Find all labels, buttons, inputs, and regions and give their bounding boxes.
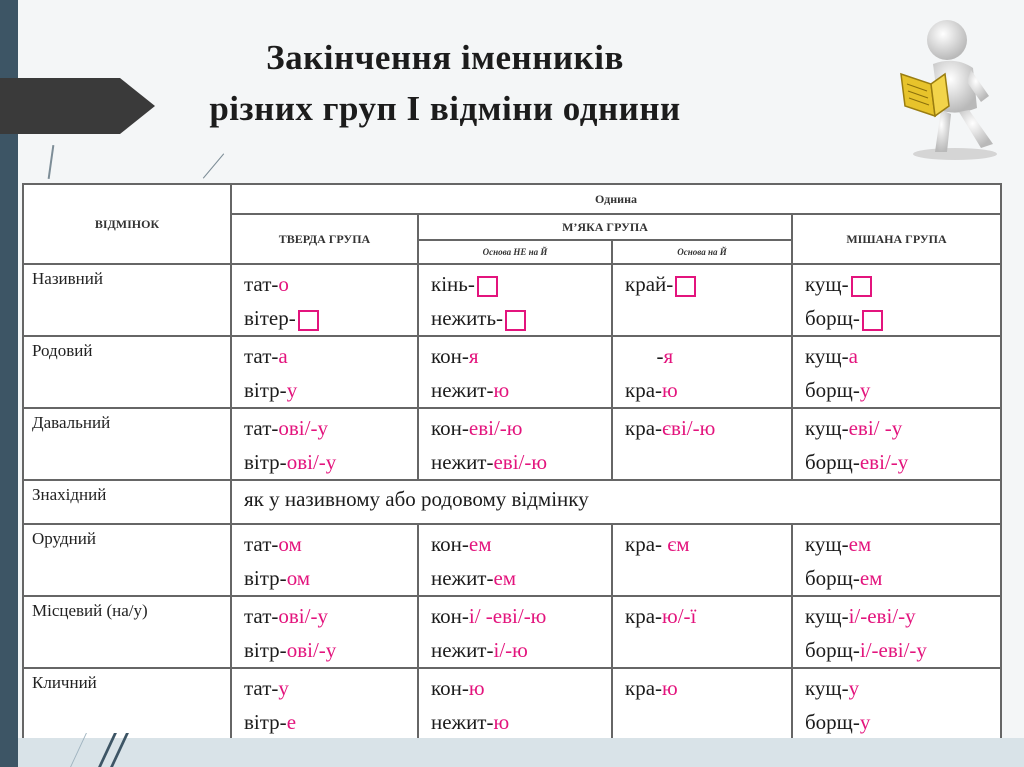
form-cell-softA [418,336,612,408]
word-ending: а [848,344,858,368]
word-form [244,267,417,301]
word-stem: нежить- [431,306,504,330]
word-form [431,339,611,373]
word-stem: кущ- [805,272,849,296]
declension-table [22,183,1002,741]
word-ending: ем [848,532,872,556]
word-form [805,373,1000,407]
word-ending: ем [468,532,492,556]
title-line-2: різних груп І відміни однини [209,89,681,128]
word-stem: вітр- [244,710,287,734]
word-stem: нежит- [431,710,494,734]
word-stem: кра- [625,378,663,402]
word-ending: еві/-ю [468,416,523,440]
word-ending: у [859,378,871,402]
word-stem: тат- [244,344,279,368]
zero-ending-box [862,310,883,331]
form-cell-hard [231,336,418,408]
word-form [244,633,417,667]
word-form [625,671,791,705]
word-ending: ю [468,676,485,700]
form-cell-hard [231,524,418,596]
word-form [244,561,417,595]
word-form [431,373,611,407]
word-stem: кущ- [805,676,849,700]
title-line-1: Закінчення іменників [266,38,624,77]
case-name-cell: Родовий [23,336,231,408]
word-ending: я [663,344,674,368]
word-stem: тат- [244,604,279,628]
word-stem: тат- [244,272,279,296]
word-stem: кра- [625,604,663,628]
word-form [431,527,611,561]
word-ending: еві/-у [859,450,909,474]
word-ending: ові/-у [286,450,337,474]
reading-person-figure-icon [885,12,1015,162]
table-row [23,264,1001,336]
zero-ending-box [505,310,526,331]
word-form [431,561,611,595]
table-row [23,408,1001,480]
form-cell-mixed [792,668,1001,740]
form-cell-mixed [792,264,1001,336]
word-form [625,411,791,445]
case-name-cell: Називний [23,264,231,336]
word-form [805,445,1000,479]
word-form [244,373,417,407]
word-stem: кон- [431,676,469,700]
form-cell-mixed [792,336,1001,408]
word-stem: кущ- [805,416,849,440]
word-stem: борщ- [805,450,860,474]
word-form [625,267,791,301]
word-ending: єм [667,532,690,556]
word-form [244,301,417,335]
word-stem: кра- [625,532,668,556]
case-name-cell: Давальний [23,408,231,480]
table-row [23,480,1001,524]
word-form [431,599,611,633]
word-stem: нежит- [431,566,494,590]
word-form [625,373,791,407]
word-ending: у [286,378,298,402]
word-form [244,339,417,373]
header-number: Однина [231,184,1001,214]
word-stem: вітр- [244,378,287,402]
header-case: ВІДМІНОК [23,184,231,264]
table-body [23,264,1001,740]
form-cell-hard [231,596,418,668]
word-ending: і/-ю [493,638,528,662]
word-stem: тат- [244,532,279,556]
word-ending: ю [662,378,678,402]
word-ending: ю [662,676,678,700]
word-ending: а [278,344,288,368]
word-form [625,339,791,373]
word-ending: і/-еві/-у [848,604,916,628]
table-row [23,524,1001,596]
word-ending: єві/-ю [662,416,716,440]
word-ending: ем [493,566,517,590]
word-ending: ем [859,566,883,590]
word-form [244,705,417,739]
word-ending: еві/-ю [493,450,548,474]
header-soft-group: М’ЯКА ГРУПА [418,214,792,240]
word-form [431,267,611,301]
form-cell-hard [231,264,418,336]
word-form [625,599,791,633]
word-form [625,527,791,561]
word-form [244,411,417,445]
zero-ending-box [477,276,498,297]
decorative-slash [70,733,87,767]
case-name-cell: Місцевий (на/у) [23,596,231,668]
word-stem: борщ- [805,378,860,402]
word-form [805,633,1000,667]
word-form [805,705,1000,739]
word-stem: кущ- [805,604,849,628]
word-ending: ові/-у [278,416,328,440]
word-stem: вітр- [244,450,287,474]
form-cell-softA [418,264,612,336]
word-form [805,599,1000,633]
word-form [805,671,1000,705]
word-stem: борщ- [805,710,860,734]
form-cell-softB [612,668,792,740]
word-form [244,445,417,479]
word-stem: кущ- [805,344,849,368]
word-ending: ю [493,378,510,402]
word-form [431,411,611,445]
word-ending: і/ -еві/-ю [468,604,547,628]
header-mixed-group: МІШАНА ГРУПА [792,214,1001,264]
word-ending: о [278,272,289,296]
word-stem: кра- [625,676,663,700]
form-cell-hard [231,408,418,480]
word-form [805,561,1000,595]
word-stem: кон- [431,344,469,368]
zero-ending-box [675,276,696,297]
word-form [431,671,611,705]
word-stem: кінь- [431,272,475,296]
decorative-line [48,145,55,179]
word-stem: - [625,344,664,368]
table-row [23,336,1001,408]
word-form [805,339,1000,373]
case-name-cell: Орудний [23,524,231,596]
form-cell-hard [231,668,418,740]
word-ending: ові/-у [278,604,328,628]
word-ending: е [286,710,297,734]
word-stem: кущ- [805,532,849,556]
word-form [805,527,1000,561]
word-form [431,301,611,335]
word-stem: край- [625,272,674,296]
form-cell-softB [612,596,792,668]
word-stem: нежит- [431,450,494,474]
form-cell-softA [418,524,612,596]
word-stem: вітр- [244,638,287,662]
word-ending: і/-еві/-у [859,638,927,662]
word-stem: нежит- [431,378,494,402]
word-form [244,671,417,705]
form-cell-mixed [792,596,1001,668]
form-cell-softB [612,336,792,408]
word-ending: ом [278,532,302,556]
word-stem: кон- [431,416,469,440]
word-ending: я [468,344,479,368]
word-ending: у [848,676,860,700]
merged-note-cell: як у називному або родовому відмінку [231,480,1001,524]
word-form [431,705,611,739]
word-ending: ом [286,566,311,590]
header-hard-group: ТВЕРДА ГРУПА [231,214,418,264]
word-ending: ю/-ї [662,604,697,628]
word-stem: кон- [431,532,469,556]
case-name-cell: Знахідний [23,480,231,524]
header-soft-not-y: Основа НЕ на Й [418,240,612,264]
case-name-cell: Кличний [23,668,231,740]
word-stem: нежит- [431,638,494,662]
header-soft-y: Основа на Й [612,240,792,264]
word-form [805,267,1000,301]
decorative-line [203,153,224,178]
word-stem: тат- [244,416,279,440]
word-form [431,633,611,667]
table-row [23,596,1001,668]
word-stem: кра- [625,416,663,440]
slide-title [120,32,770,134]
word-ending: у [278,676,289,700]
bottom-band [18,738,1024,767]
zero-ending-box [851,276,872,297]
form-cell-softB [612,524,792,596]
word-form [244,599,417,633]
word-stem: борщ- [805,566,860,590]
word-stem: борщ- [805,306,860,330]
form-cell-mixed [792,408,1001,480]
word-form [431,445,611,479]
word-ending: у [859,710,871,734]
word-stem: вітер- [244,306,296,330]
word-stem: кон- [431,604,469,628]
word-stem: тат- [244,676,279,700]
form-cell-softB [612,408,792,480]
word-stem: борщ- [805,638,860,662]
word-form [805,301,1000,335]
word-ending: ові/-у [286,638,337,662]
word-form [244,527,417,561]
form-cell-softA [418,408,612,480]
word-form [805,411,1000,445]
form-cell-mixed [792,524,1001,596]
zero-ending-box [298,310,319,331]
word-stem: вітр- [244,566,287,590]
form-cell-softA [418,596,612,668]
word-ending: еві/ -у [848,416,903,440]
table-row [23,668,1001,740]
word-ending: ю [493,710,510,734]
form-cell-softB [612,264,792,336]
form-cell-softA [418,668,612,740]
